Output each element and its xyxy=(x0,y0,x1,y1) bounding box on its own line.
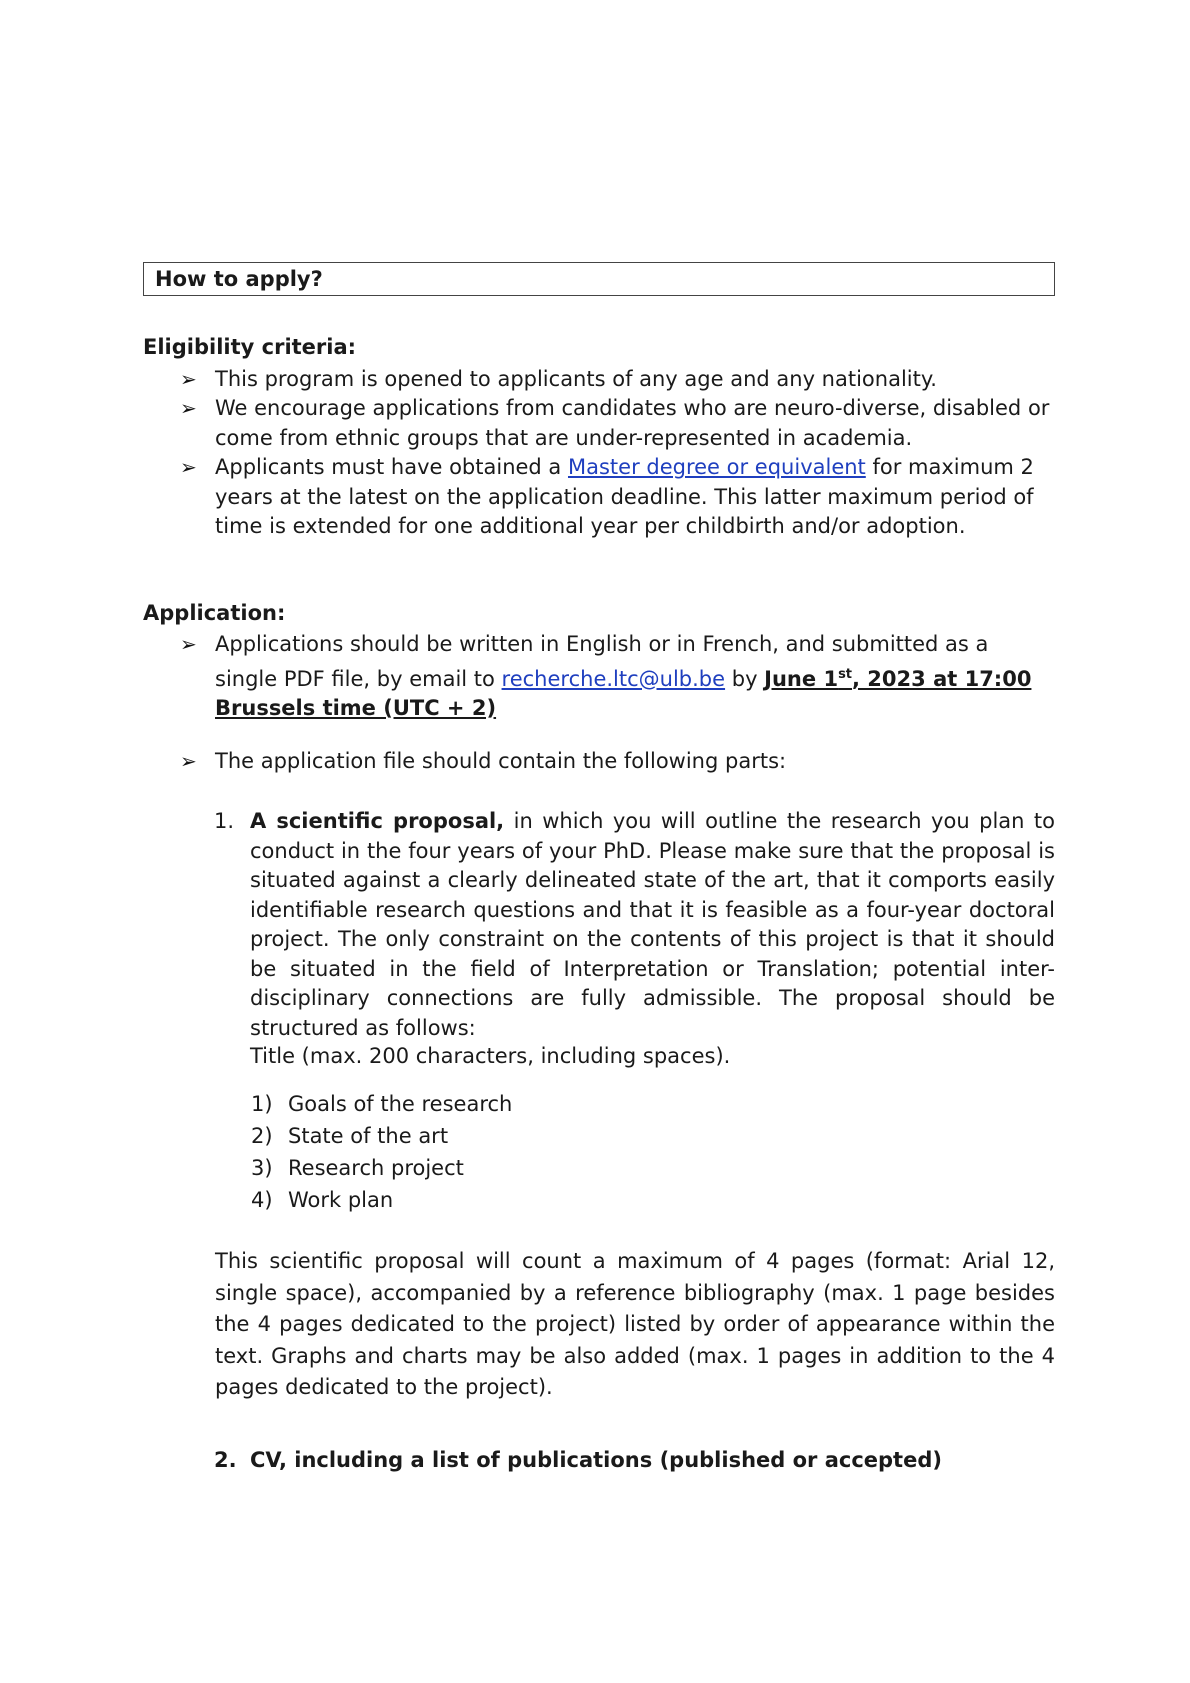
application-bullet-2-text: The application file should contain the following parts: xyxy=(215,749,787,773)
bullet-arrow-icon: ➢ xyxy=(180,455,197,479)
bullet-arrow-icon: ➢ xyxy=(180,367,197,391)
sub-item-label: State of the art xyxy=(288,1124,449,1148)
eligibility-bullet-1-text: This program is opened to applicants of any age and any nationality. xyxy=(215,367,937,391)
deadline-date: June 1 xyxy=(764,666,839,691)
deadline-suffix: st xyxy=(838,666,853,682)
master-degree-link[interactable]: Master degree or equivalent xyxy=(567,455,866,479)
sub-item-label: Work plan xyxy=(288,1188,394,1212)
list-item-scientific-proposal xyxy=(214,807,1055,1043)
sub-item-number: 1) xyxy=(251,1092,273,1116)
application-bullet-1-pre: Applications should be written in English or in French, and submitted as a single PDF file, by email to xyxy=(215,632,989,691)
list-item-bold: A scientific proposal, xyxy=(250,809,505,833)
eligibility-bullet-3-text xyxy=(215,453,1055,542)
sub-item-number: 3) xyxy=(251,1156,273,1180)
eligibility-bullet-2-text: We encourage applications from candidates who are neuro-diverse, disabled or come from ethnic groups that are under-represented in academia. xyxy=(215,396,1050,450)
application-bullet-1-mid: by xyxy=(725,666,765,691)
eligibility-bullet-3 xyxy=(180,453,1055,542)
eligibility-bullet-1 xyxy=(180,365,1055,395)
application-bullet-2 xyxy=(180,747,1055,777)
section-title-box xyxy=(143,262,1055,296)
bullet-arrow-icon: ➢ xyxy=(180,396,197,420)
section-title: How to apply? xyxy=(155,267,323,291)
sub-item-label: Research project xyxy=(288,1156,464,1180)
list-item-number: 1. xyxy=(214,809,235,833)
eligibility-heading: Eligibility criteria: xyxy=(143,335,357,359)
bullet-arrow-icon: ➢ xyxy=(180,749,197,773)
title-line: Title (max. 200 characters, including spaces). xyxy=(250,1044,731,1068)
bullet-arrow-icon: ➢ xyxy=(180,632,197,656)
application-heading: Application: xyxy=(143,601,286,625)
eligibility-bullet-3-pre: Applicants must have obtained a xyxy=(215,455,568,479)
eligibility-bullet-2 xyxy=(180,394,1055,453)
application-bullet-1-text xyxy=(215,630,1055,724)
proposal-paragraph: This scientific proposal will count a maximum of 4 pages (format: Arial 12, single space), accompanied by a reference bibliography (max. 1 page besides the 4 pages dedicated to the project) listed by order of appearance within the text. Graphs and charts may be also added (max. 1 pages in addition to the 4 pages dedicated to the project). xyxy=(215,1249,1055,1399)
sub-item-3 xyxy=(251,1154,464,1184)
sub-item-1 xyxy=(251,1090,512,1120)
sub-item-label: Goals of the research xyxy=(288,1092,513,1116)
list-item-text xyxy=(250,807,1055,1043)
list-item-body: in which you will outline the research you plan to conduct in the four years of your PhD. Please make sure that the proposal is situated against a clearly delineated state of the art, that it comports easily identifiable research questions and that it is feasible as a four-year doctoral project. The only constraint on the contents of this project is that it should be situated in the field of Interpretation or Translation; potential inter-disciplinary connections are fully admissible. The proposal should be structured as follows: xyxy=(250,809,1055,1040)
sub-item-number: 2) xyxy=(251,1124,273,1148)
list-item-cv xyxy=(214,1448,942,1472)
sub-item-2 xyxy=(251,1122,448,1152)
list-item-text: CV, including a list of publications (published or accepted) xyxy=(250,1448,942,1472)
application-bullet-1 xyxy=(180,630,1055,724)
list-item-number: 2. xyxy=(214,1448,237,1472)
sub-item-number: 4) xyxy=(251,1188,273,1212)
eligibility-bullet-3-post: for maximum 2 years at the latest on the application deadline. This latter maximum period of time is extended for one additional year per childbirth and/or adoption. xyxy=(215,455,1034,538)
email-link[interactable]: recherche.ltc@ulb.be xyxy=(501,666,726,691)
deadline-time: , 2023 at 17:00 Brussels time (UTC + 2) xyxy=(215,666,1032,720)
sub-item-4 xyxy=(251,1186,393,1216)
